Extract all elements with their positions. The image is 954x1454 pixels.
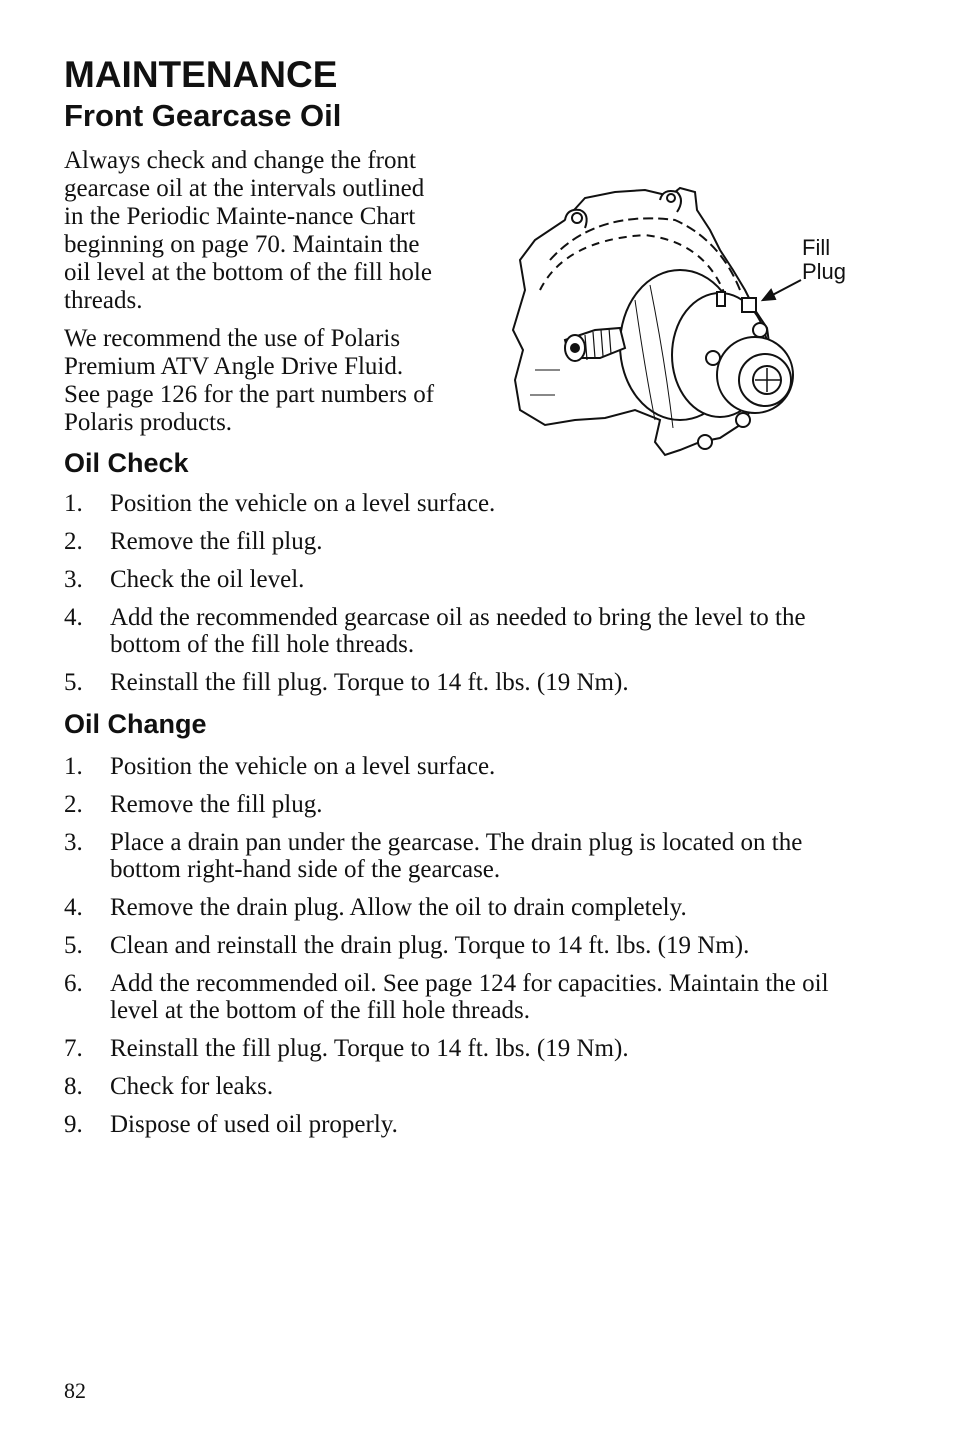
step-text: Check the oil level. [110,566,305,593]
oil-check-heading: Oil Check [64,448,189,478]
list-item [64,829,864,883]
list-item [64,566,864,593]
list-item [64,1035,864,1062]
list-item [64,528,864,555]
oil-check-steps [64,490,864,707]
step-number: 3. [64,829,83,856]
step-text: Clean and reinstall the drain plug. Torque to 14 ft. lbs. (19 Nm). [110,932,750,959]
list-item [64,970,864,1024]
step-text: Place a drain pan under the gearcase. The drain plug is located on the bottom right-hand side of the gearcase. [110,829,803,883]
intro-text [64,147,444,447]
step-text: Position the vehicle on a level surface. [110,753,496,780]
list-item [64,1073,864,1100]
gearcase-illustration [505,180,865,465]
step-text: Reinstall the fill plug. Torque to 14 ft. lbs. (19 Nm). [110,669,629,696]
step-text: Remove the fill plug. [110,791,323,818]
oil-change-steps [64,753,864,1149]
list-item [64,894,864,921]
step-number: 3. [64,566,83,593]
oil-change-heading: Oil Change [64,709,207,739]
step-text: Add the recommended oil. See page 124 for capacities. Maintain the oil level at the bottom of the fill hole threads. [110,970,829,1024]
step-number: 2. [64,528,83,555]
step-text: Position the vehicle on a level surface. [110,490,496,517]
step-text: Check for leaks. [110,1073,274,1100]
bolt [753,323,767,337]
list-item [64,604,864,658]
step-number: 9. [64,1111,83,1138]
step-number: 8. [64,1073,83,1100]
step-number: 5. [64,932,83,959]
list-item [64,791,864,818]
page-number: 82 [64,1378,86,1403]
step-number: 1. [64,753,83,780]
step-text: Remove the drain plug. Allow the oil to drain completely. [110,894,687,921]
list-item [64,490,864,517]
page-title: Front Gearcase Oil [64,98,342,133]
list-item [64,932,864,959]
section-heading: MAINTENANCE [64,54,338,95]
callout-line: Fill [802,235,831,260]
callout-line: Plug [802,259,847,284]
step-number: 2. [64,791,83,818]
housing-ring [550,218,740,290]
step-text: Add the recommended gearcase oil as needed to bring the level to the bottom of the fill hole threads. [110,604,806,658]
list-item [64,753,864,780]
bolt [706,351,720,365]
list-item [64,669,864,696]
step-number: 4. [64,894,83,921]
step-text: Remove the fill plug. [110,528,323,555]
fill-plug-callout [802,236,846,284]
fill-plug [742,298,756,312]
list-item [64,1111,864,1138]
step-text: Reinstall the fill plug. Torque to 14 ft. lbs. (19 Nm). [110,1035,629,1062]
step-number: 1. [64,490,83,517]
step-number: 4. [64,604,83,631]
bolt [698,435,712,449]
bolt [736,413,750,427]
intro-paragraph: Always check and change the front gearcase oil at the intervals outlined in the Periodic Mainte-nance Chart beginning on page 70. Maintain the oil level at the bottom of the fill hole threads. [64,147,432,314]
step-number: 7. [64,1035,83,1062]
intro-paragraph: We recommend the use of Polaris Premium ATV Angle Drive Fluid. See page 126 for the part numbers of Polaris products. [64,325,435,436]
step-number: 5. [64,669,83,696]
step-number: 6. [64,970,83,997]
step-text: Dispose of used oil properly. [110,1111,398,1138]
